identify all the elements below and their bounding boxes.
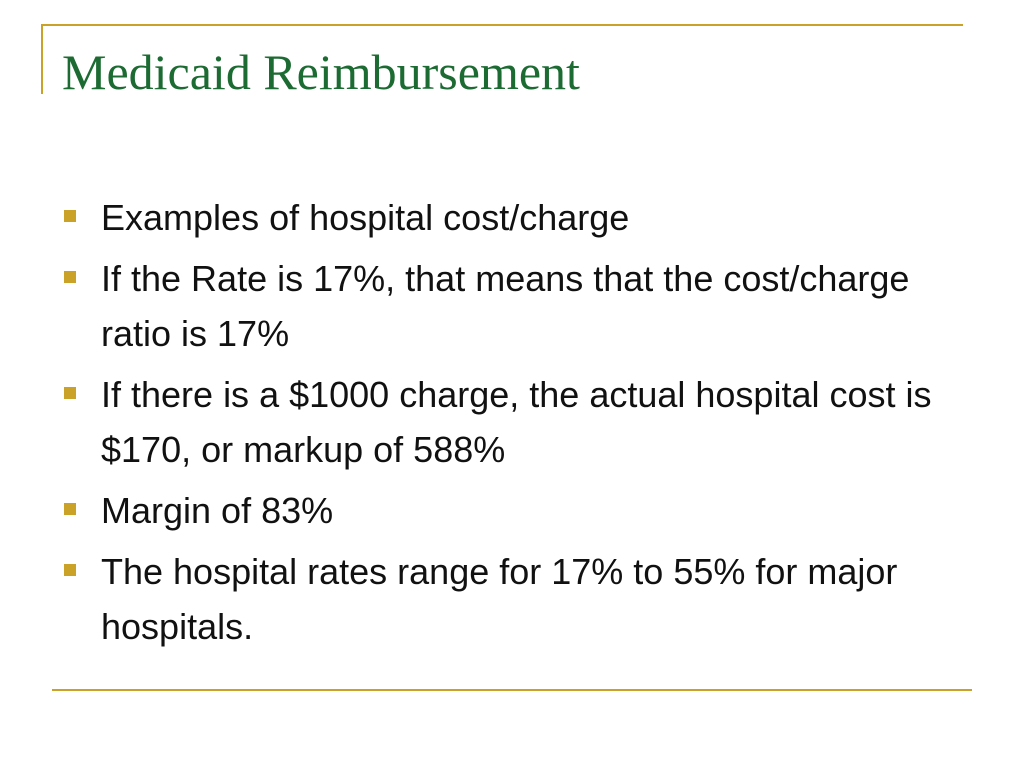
square-bullet-icon <box>64 564 76 576</box>
bullet-item <box>58 367 958 477</box>
bullet-text: If the Rate is 17%, that means that the cost/charge ratio is 17% <box>101 258 910 354</box>
slide-title: Medicaid Reimbursement <box>62 44 580 100</box>
bullet-list <box>58 190 958 660</box>
bullet-text: Margin of 83% <box>101 490 334 531</box>
bullet-item <box>58 544 958 654</box>
bullet-text: The hospital rates range for 17% to 55% for major hospitals. <box>101 551 898 647</box>
title-accent-vertical-line <box>41 24 43 94</box>
square-bullet-icon <box>64 271 76 283</box>
bullet-item <box>58 190 958 245</box>
bullet-item <box>58 483 958 538</box>
square-bullet-icon <box>64 503 76 515</box>
title-accent-top-line <box>41 24 963 26</box>
bullet-text: Examples of hospital cost/charge <box>101 197 630 238</box>
bullet-item <box>58 251 958 361</box>
square-bullet-icon <box>64 210 76 222</box>
footer-accent-line <box>52 689 972 691</box>
bullet-text: If there is a $1000 charge, the actual hospital cost is $170, or markup of 588% <box>101 374 932 470</box>
square-bullet-icon <box>64 387 76 399</box>
